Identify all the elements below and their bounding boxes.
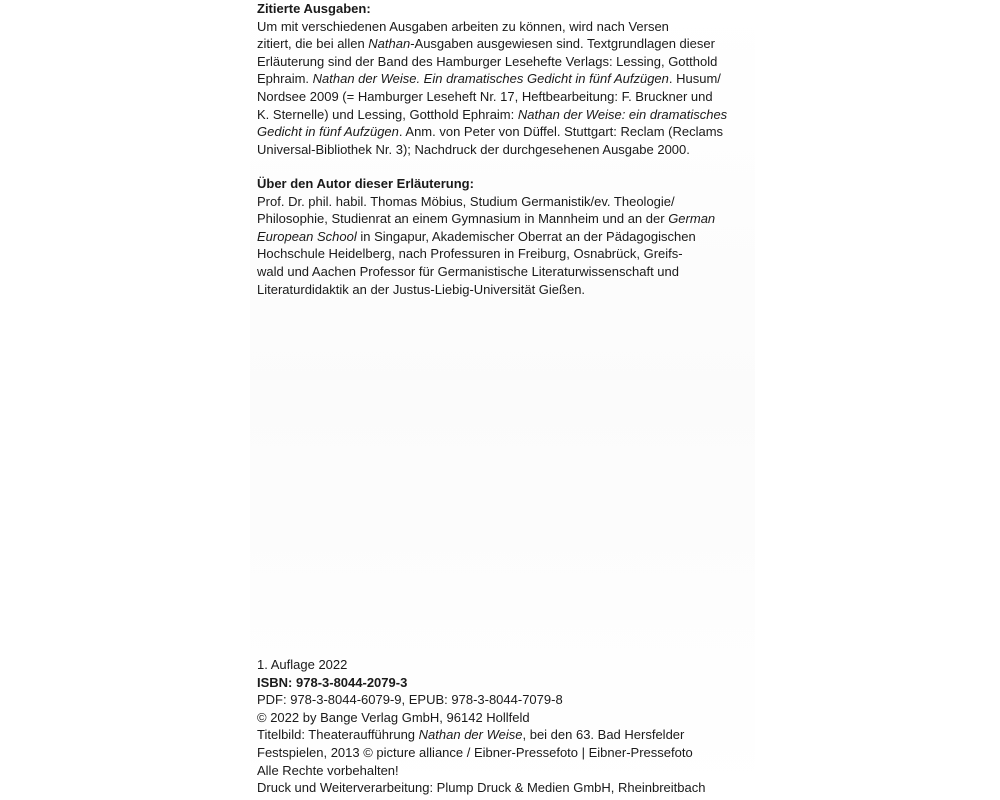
author-heading: Über den Autor dieser Erläuterung: [257, 176, 474, 191]
cited-editions-text [257, 18, 752, 159]
cover-credit-line: Titelbild: Theateraufführung Nathan der Weise, bei den 63. Bad Hersfelder [257, 727, 685, 743]
edition-line: 1. Auflage 2022 [257, 657, 348, 672]
cited-editions-section [257, 0, 752, 158]
text-line: Philosophie, Studienrat an einem Gymnasium in Mannheim und an der German [257, 211, 716, 227]
rights-line: Alle Rechte vorbehalten! [257, 762, 399, 778]
cover-credit-line-2: Festspielen, 2013 © picture alliance / Eibner-Pressefoto | Eibner-Pressefoto [257, 744, 693, 760]
text-line: wald und Aachen Professor für Germanistische Literaturwissenschaft und [257, 263, 679, 279]
text-line: Erläuterung sind der Band des Hamburger Lesehefte Verlags: Lessing, Gotthold [257, 53, 718, 69]
copyright-line: © 2022 by Bange Verlag GmbH, 96142 Hollfeld [257, 709, 530, 725]
isbn-line: ISBN: 978-3-8044-2079-3 [257, 674, 408, 690]
text-line: Um mit verschiedenen Ausgaben arbeiten zu können, wird nach Versen [257, 18, 669, 34]
text-line: Literaturdidaktik an der Justus-Liebig-Universität Gießen. [257, 281, 586, 297]
printer-line: Druck und Weiterverarbeitung: Plump Druck & Medien GmbH, Rheinbreitbach [257, 780, 706, 796]
text-line: European School in Singapur, Akademischer Oberrat an der Pädagogischen [257, 228, 696, 244]
imprint-block [257, 656, 752, 797]
text-line: zitiert, die bei allen Nathan-Ausgaben ausgewiesen sind. Textgrundlagen dieser [257, 36, 715, 52]
text-line: Gedicht in fünf Aufzügen. Anm. von Peter von Düffel. Stuttgart: Reclam (Reclams [257, 124, 724, 140]
author-text [257, 193, 752, 299]
author-section [257, 175, 752, 298]
text-line: K. Sternelle) und Lessing, Gotthold Ephraim: Nathan der Weise: ein dramatisches [257, 106, 728, 122]
text-line: Hochschule Heidelberg, nach Professuren in Freiburg, Osnabrück, Greifs- [257, 246, 683, 262]
text-line: Ephraim. Nathan der Weise. Ein dramatisches Gedicht in fünf Aufzügen. Husum/ [257, 71, 721, 87]
text-line: Universal-Bibliothek Nr. 3); Nachdruck der durchgesehenen Ausgabe 2000. [257, 141, 690, 157]
text-line: Prof. Dr. phil. habil. Thomas Möbius, Studium Germanistik/ev. Theologie/ [257, 193, 675, 209]
cited-editions-heading: Zitierte Ausgaben: [257, 1, 371, 16]
text-line: Nordsee 2009 (= Hamburger Leseheft Nr. 17, Heftbearbeitung: F. Bruckner und [257, 88, 713, 104]
ebook-isbn-line: PDF: 978-3-8044-6079-9, EPUB: 978-3-8044-7079-8 [257, 692, 563, 708]
